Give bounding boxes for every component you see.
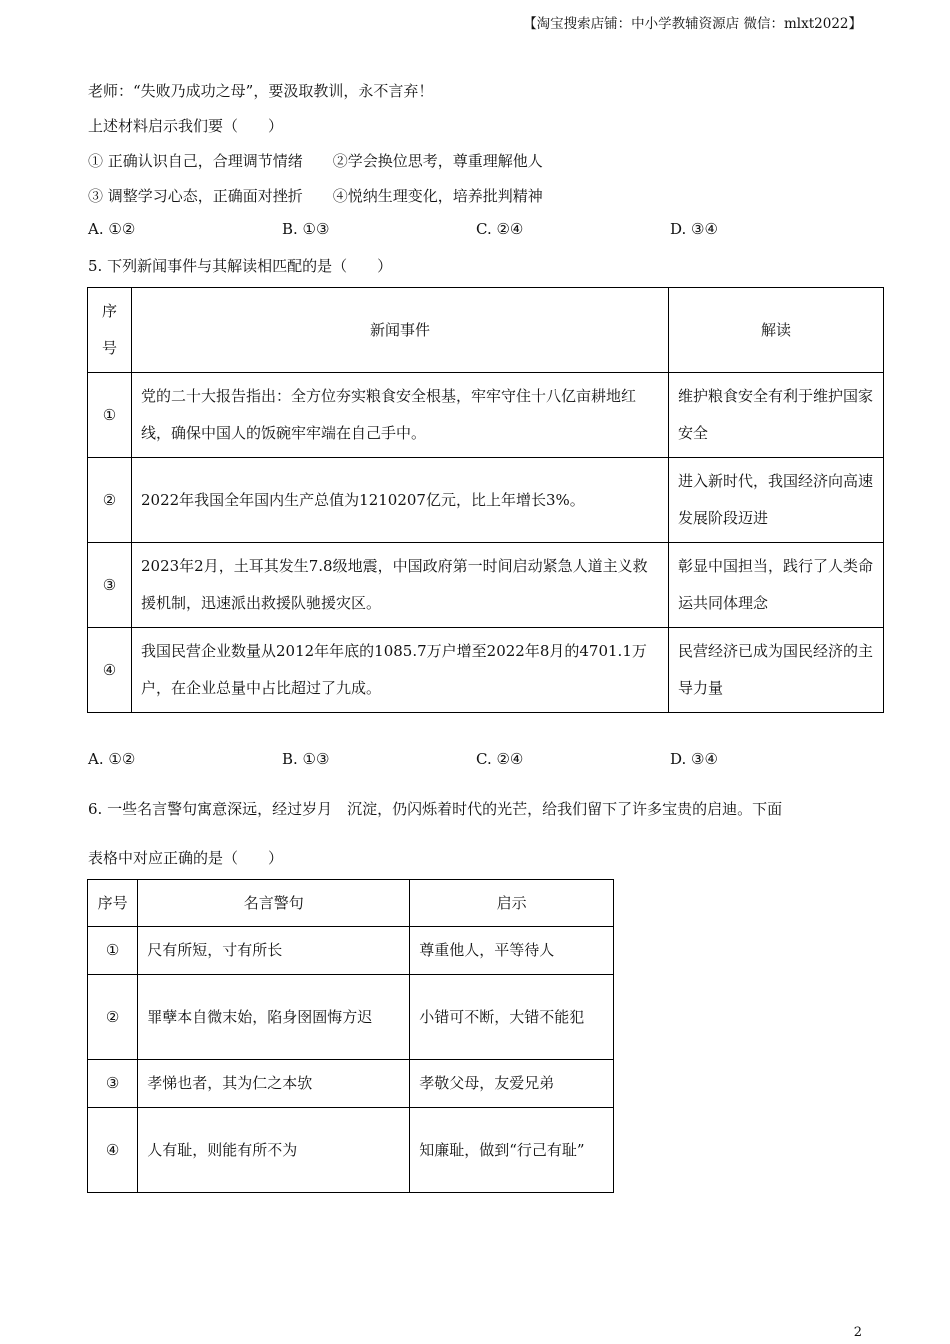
reading-cell: 彰显中国担当，践行了人类命运共同体理念	[669, 543, 884, 628]
quote-cell: 孝悌也者，其为仁之本欤	[138, 1060, 410, 1108]
insight-cell: 孝敬父母，友爱兄弟	[410, 1060, 614, 1108]
table-row	[88, 628, 884, 713]
q4-option-b[interactable]: B. ①③	[282, 220, 330, 238]
news-event-cell: 我国民营企业数量从2012年年底的1085.7万户增至2022年8月的4701.1万户，在企业总量中占比超过了九成。	[132, 628, 669, 713]
row-number: ②	[88, 458, 132, 543]
reading-cell: 维护粮食安全有利于维护国家安全	[669, 373, 884, 458]
q6-stem-line1: 6. 一些名言警句寓意深远，经过岁月 沉淀，仍闪烁着时代的光芒，给我们留下了许多宝贵的启迪。下面	[88, 800, 783, 818]
page-header: 【淘宝搜索店铺：中小学教辅资源店 微信：mlxt2022】	[523, 16, 862, 32]
page-number: 2	[853, 1325, 862, 1340]
q5-stem: 5. 下列新闻事件与其解读相匹配的是（ ）	[88, 257, 393, 275]
header-number: 序号	[88, 880, 138, 927]
insight-cell: 尊重他人，平等待人	[410, 927, 614, 975]
q5-news-table	[87, 287, 884, 713]
q6-stem-line2: 表格中对应正确的是（ ）	[88, 849, 284, 867]
q6-quotes-table	[87, 879, 614, 1193]
row-number: ①	[88, 373, 132, 458]
header-number: 序号	[88, 288, 132, 373]
q4-stem: 上述材料启示我们要（ ）	[88, 117, 284, 135]
table-row	[88, 1060, 614, 1108]
row-number: ③	[88, 1060, 138, 1108]
q4-option-a[interactable]: A. ①②	[88, 220, 136, 238]
reading-cell: 民营经济已成为国民经济的主导力量	[669, 628, 884, 713]
q5-option-c[interactable]: C. ②④	[476, 750, 524, 768]
q5-option-d[interactable]: D. ③④	[670, 750, 718, 768]
header-quote: 名言警句	[138, 880, 410, 927]
table-row	[88, 927, 614, 975]
quote-cell: 尺有所短，寸有所长	[138, 927, 410, 975]
quote-cell: 罪孽本自微末始，陷身囹圄悔方迟	[138, 975, 410, 1060]
table-header-row	[88, 288, 884, 373]
q4-options	[88, 220, 878, 238]
q4-statements-row2: ③ 调整学习心态，正确面对挫折 ④悦纳生理变化，培养批判精神	[88, 187, 543, 205]
header-insight: 启示	[410, 880, 614, 927]
q5-options	[88, 750, 878, 768]
row-number: ④	[88, 1108, 138, 1193]
table-row	[88, 975, 614, 1060]
q4-teacher-line: 老师：“失败乃成功之母”，要汲取教训，永不言弃！	[88, 82, 434, 100]
news-event-cell: 党的二十大报告指出：全方位夯实粮食安全根基，牢牢守住十八亿亩耕地红线，确保中国人的饭碗牢牢端在自己手中。	[132, 373, 669, 458]
q5-option-b[interactable]: B. ①③	[282, 750, 330, 768]
insight-cell: 知廉耻，做到“行己有耻”	[410, 1108, 614, 1193]
reading-cell: 进入新时代，我国经济向高速发展阶段迈进	[669, 458, 884, 543]
table-header-row	[88, 880, 614, 927]
table-row	[88, 1108, 614, 1193]
quote-cell: 人有耻，则能有所不为	[138, 1108, 410, 1193]
q4-statements-row1: ① 正确认识自己，合理调节情绪 ②学会换位思考，尊重理解他人	[88, 152, 543, 170]
row-number: ④	[88, 628, 132, 713]
table-row	[88, 373, 884, 458]
q5-option-a[interactable]: A. ①②	[88, 750, 136, 768]
row-number: ②	[88, 975, 138, 1060]
q4-option-c[interactable]: C. ②④	[476, 220, 524, 238]
header-reading: 解读	[669, 288, 884, 373]
insight-cell: 小错可不断，大错不能犯	[410, 975, 614, 1060]
header-news-event: 新闻事件	[132, 288, 669, 373]
row-number: ①	[88, 927, 138, 975]
q4-option-d[interactable]: D. ③④	[670, 220, 718, 238]
table-row	[88, 458, 884, 543]
news-event-cell: 2022年我国全年国内生产总值为1210207亿元，比上年增长3%。	[132, 458, 669, 543]
row-number: ③	[88, 543, 132, 628]
table-row	[88, 543, 884, 628]
news-event-cell: 2023年2月，土耳其发生7.8级地震，中国政府第一时间启动紧急人道主义救援机制，迅速派出救援队驰援灾区。	[132, 543, 669, 628]
